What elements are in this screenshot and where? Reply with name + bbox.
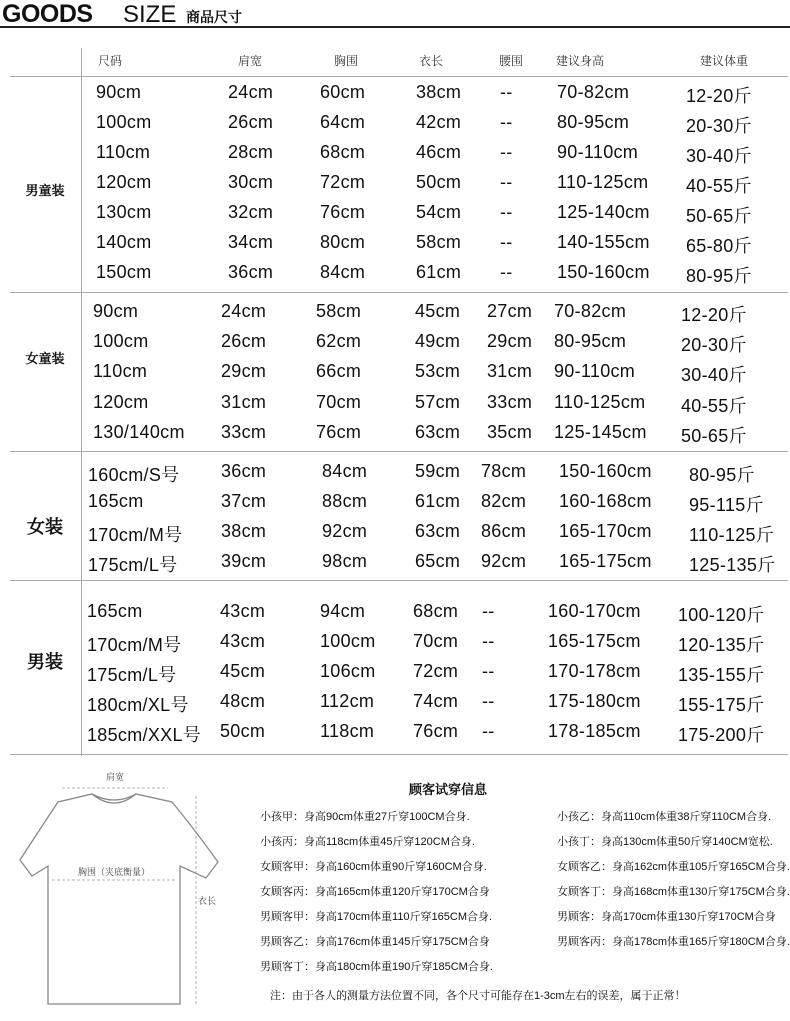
table-cell: 110-125cm [557, 172, 649, 192]
table-cell: 46cm [416, 142, 462, 162]
table-cell: 110-125cm [554, 392, 646, 412]
table-cell: 125-140cm [557, 202, 650, 222]
section-label: 女童装 [25, 351, 65, 366]
table-cell: 33cm [221, 422, 267, 442]
table-cell: 38cm [416, 82, 462, 102]
table-cell: 37cm [221, 491, 267, 511]
table-cell: 50-65斤 [681, 426, 747, 446]
table-cell: 170cm/M号 [87, 635, 182, 655]
customer-info-line: 女顾客乙：身高162cm体重105斤穿165CM合身. [557, 861, 790, 873]
table-cell: 140cm [96, 232, 152, 252]
table-cell: 26cm [221, 331, 267, 351]
table-cell: 31cm [221, 392, 267, 412]
table-cell: -- [482, 721, 495, 741]
table-cell: 112cm [320, 691, 375, 711]
table-cell: 35cm [487, 422, 533, 442]
table-cell: 65cm [415, 551, 461, 571]
table-cell: 84cm [322, 461, 368, 481]
customer-info-line: 女顾客丁：身高168cm体重130斤穿175CM合身. [557, 886, 790, 898]
table-cell: 150-160cm [559, 461, 652, 481]
table-cell: 50cm [220, 721, 266, 741]
table-cell: 61cm [415, 491, 461, 511]
table-cell: 78cm [481, 461, 527, 481]
table-cell: 94cm [320, 601, 366, 621]
table-cell: 39cm [221, 551, 267, 571]
table-cell: -- [482, 631, 495, 651]
table-cell: 29cm [221, 361, 267, 381]
table-cell: 68cm [320, 142, 366, 162]
table-cell: 61cm [416, 262, 462, 282]
table-cell: 80-95斤 [689, 465, 755, 485]
table-cell: 40-55斤 [681, 396, 747, 416]
table-cell: -- [500, 172, 513, 192]
table-cell: 175cm/L号 [88, 555, 178, 575]
header-goods: GOODS [2, 0, 93, 28]
table-cell: 110cm [96, 142, 151, 162]
table-cell: 68cm [413, 601, 459, 621]
table-cell: 62cm [316, 331, 362, 351]
table-cell: 70-82cm [557, 82, 630, 102]
table-cell: 118cm [320, 721, 375, 741]
table-cell: 72cm [413, 661, 459, 681]
table-cell: 63cm [415, 521, 461, 541]
table-cell: 125-145cm [554, 422, 647, 442]
table-cell: 100cm [320, 631, 376, 651]
table-cell: 50-65斤 [686, 206, 752, 226]
table-cell: 70-82cm [554, 301, 627, 321]
table-cell: 125-135斤 [689, 555, 776, 575]
table-cell: 26cm [228, 112, 274, 132]
column-header: 胸围 [334, 54, 359, 68]
table-cell: -- [482, 661, 495, 681]
table-cell: 170-178cm [548, 661, 641, 681]
section-divider [10, 451, 788, 452]
section-label: 女装 [27, 517, 63, 537]
table-cell: 31cm [487, 361, 533, 381]
table-cell: 32cm [228, 202, 274, 222]
table-cell: 45cm [220, 661, 266, 681]
section-divider [10, 292, 788, 293]
table-cell: 178-185cm [548, 721, 641, 741]
table-cell: 12-20斤 [686, 86, 752, 106]
customer-info-line: 男顾客丙：身高178cm体重165斤穿180CM合身. [557, 936, 790, 948]
customer-info-line: 小孩丙：身高118cm体重45斤穿120CM合身. [260, 836, 475, 848]
table-cell: 155-175斤 [678, 695, 765, 715]
table-cell: 130/140cm [93, 422, 185, 442]
table-cell: 160cm/S号 [88, 465, 180, 485]
section-label: 男装 [27, 652, 63, 672]
header-size: SIZE [123, 1, 177, 28]
table-cell: 29cm [487, 331, 533, 351]
table-cell: 76cm [413, 721, 459, 741]
table-cell: 70cm [413, 631, 459, 651]
tshirt-outline-icon [18, 766, 238, 1016]
table-cell: 110cm [93, 361, 148, 381]
table-cell: 49cm [415, 331, 461, 351]
table-cell: 59cm [415, 461, 461, 481]
table-cell: 20-30斤 [681, 335, 747, 355]
table-cell: 90-110cm [557, 142, 639, 162]
table-cell: 80cm [320, 232, 366, 252]
tshirt-illustration [18, 766, 238, 1016]
table-cell: 98cm [322, 551, 368, 571]
table-bottom-divider [10, 754, 788, 755]
table-cell: 100-120斤 [678, 605, 765, 625]
table-cell: -- [500, 202, 513, 222]
table-cell: 160-168cm [559, 491, 652, 511]
table-cell: 92cm [322, 521, 368, 541]
table-cell: 90cm [96, 82, 142, 102]
table-cell: 57cm [415, 392, 461, 412]
table-cell: 165cm [87, 601, 143, 621]
table-cell: 24cm [228, 82, 274, 102]
table-cell: 165-170cm [559, 521, 652, 541]
table-cell: 100cm [93, 331, 149, 351]
table-cell: 36cm [221, 461, 267, 481]
table-cell: 165cm [88, 491, 144, 511]
column-header: 衣长 [419, 54, 444, 68]
table-cell: 50cm [416, 172, 462, 192]
table-cell: -- [500, 112, 513, 132]
customer-info-line: 男顾客乙：身高176cm体重145斤穿175CM合身 [260, 936, 490, 948]
table-cell: 43cm [220, 601, 266, 621]
table-cell: 12-20斤 [681, 305, 747, 325]
table-cell: 110-125斤 [689, 525, 775, 545]
table-cell: 165-175cm [559, 551, 652, 571]
table-cell: 30cm [228, 172, 274, 192]
customer-info-line: 男顾客甲：身高170cm体重110斤穿165CM合身. [260, 911, 493, 923]
table-cell: 33cm [487, 392, 533, 412]
table-cell: 63cm [415, 422, 461, 442]
table-cell: -- [482, 601, 495, 621]
table-cell: 54cm [416, 202, 462, 222]
customer-info-line: 女顾客丙：身高165cm体重120斤穿170CM合身 [260, 886, 490, 898]
table-cell: 53cm [415, 361, 461, 381]
table-cell: 120cm [93, 392, 149, 412]
table-cell: 70cm [316, 392, 362, 412]
customer-info-line: 男顾客：身高170cm体重130斤穿170CM合身 [557, 911, 776, 923]
table-cell: 180cm/XL号 [87, 695, 189, 715]
column-header: 建议体重 [700, 54, 749, 68]
table-cell: 175cm/L号 [87, 665, 177, 685]
table-cell: -- [500, 262, 513, 282]
table-cell: 120cm [96, 172, 152, 192]
table-cell: 175-180cm [548, 691, 641, 711]
header-cn-title: 商品尺寸 [186, 9, 242, 25]
table-cell: 66cm [316, 361, 362, 381]
customer-info-title: 顾客试穿信息 [409, 782, 488, 797]
table-cell: 185cm/XXL号 [87, 725, 202, 745]
table-cell: 64cm [320, 112, 366, 132]
customer-info-line: 小孩甲：身高90cm体重27斤穿100CM合身. [260, 811, 470, 823]
table-cell: 43cm [220, 631, 266, 651]
table-cell: 20-30斤 [686, 116, 752, 136]
table-cell: 72cm [320, 172, 366, 192]
customer-info-line: 男顾客丁：身高180cm体重190斤穿185CM合身. [260, 961, 493, 973]
table-cell: 45cm [415, 301, 461, 321]
table-cell: -- [500, 142, 513, 162]
column-header: 肩宽 [238, 54, 263, 68]
column-header: 建议身高 [556, 54, 605, 68]
table-cell: 175-200斤 [678, 725, 765, 745]
table-cell: 82cm [481, 491, 527, 511]
shoulder-label: 肩宽 [106, 772, 125, 782]
table-cell: 76cm [316, 422, 362, 442]
table-cell: 80-95cm [557, 112, 630, 132]
table-cell: 58cm [316, 301, 362, 321]
table-cell: -- [482, 691, 495, 711]
table-cell: 86cm [481, 521, 527, 541]
table-cell: 84cm [320, 262, 366, 282]
section-divider [10, 76, 788, 77]
table-cell: 28cm [228, 142, 274, 162]
customer-info-line: 女顾客甲：身高160cm体重90斤穿160CM合身. [260, 861, 487, 873]
table-cell: 38cm [221, 521, 267, 541]
table-cell: 27cm [487, 301, 533, 321]
chest-label: 胸围（夹底衡量） [78, 867, 151, 877]
table-cell: 92cm [481, 551, 527, 571]
table-cell: 95-115斤 [689, 495, 764, 515]
table-cell: 36cm [228, 262, 274, 282]
section-label: 男童装 [25, 183, 65, 198]
length-label: 衣长 [198, 896, 217, 906]
table-cell: 135-155斤 [678, 665, 765, 685]
customer-info-line: 小孩丁：身高130cm体重50斤穿140CM宽松. [557, 836, 773, 848]
table-cell: 42cm [416, 112, 462, 132]
measurement-note: 注：由于各人的测量方法位置不同，各个尺寸可能存在1-3cm左右的误差，属于正常！ [270, 990, 686, 1002]
table-cell: 74cm [413, 691, 459, 711]
table-cell: 60cm [320, 82, 366, 102]
section-divider [10, 580, 788, 581]
column-header: 尺码 [98, 54, 123, 68]
table-cell: 106cm [320, 661, 376, 681]
table-cell: 76cm [320, 202, 366, 222]
table-cell: 100cm [96, 112, 152, 132]
table-cell: 30-40斤 [686, 146, 752, 166]
table-cell: 40-55斤 [686, 176, 752, 196]
table-cell: 58cm [416, 232, 462, 252]
customer-info-line: 小孩乙：身高110cm体重38斤穿110CM合身. [557, 811, 772, 823]
table-cell: 34cm [228, 232, 274, 252]
table-divider-vertical [81, 48, 82, 756]
table-cell: 140-155cm [557, 232, 650, 252]
table-cell: 170cm/M号 [88, 525, 183, 545]
table-cell: 48cm [220, 691, 266, 711]
table-cell: 30-40斤 [681, 365, 747, 385]
table-cell: 80-95斤 [686, 266, 752, 286]
table-cell: -- [500, 232, 513, 252]
table-cell: 90cm [93, 301, 139, 321]
table-cell: -- [500, 82, 513, 102]
table-cell: 120-135斤 [678, 635, 765, 655]
column-header: 腰围 [499, 54, 524, 68]
table-cell: 150-160cm [557, 262, 650, 282]
table-cell: 165-175cm [548, 631, 641, 651]
table-cell: 65-80斤 [686, 236, 752, 256]
table-cell: 90-110cm [554, 361, 636, 381]
table-cell: 88cm [322, 491, 368, 511]
table-cell: 160-170cm [548, 601, 641, 621]
table-cell: 80-95cm [554, 331, 627, 351]
table-cell: 150cm [96, 262, 152, 282]
table-cell: 130cm [96, 202, 152, 222]
table-cell: 24cm [221, 301, 267, 321]
